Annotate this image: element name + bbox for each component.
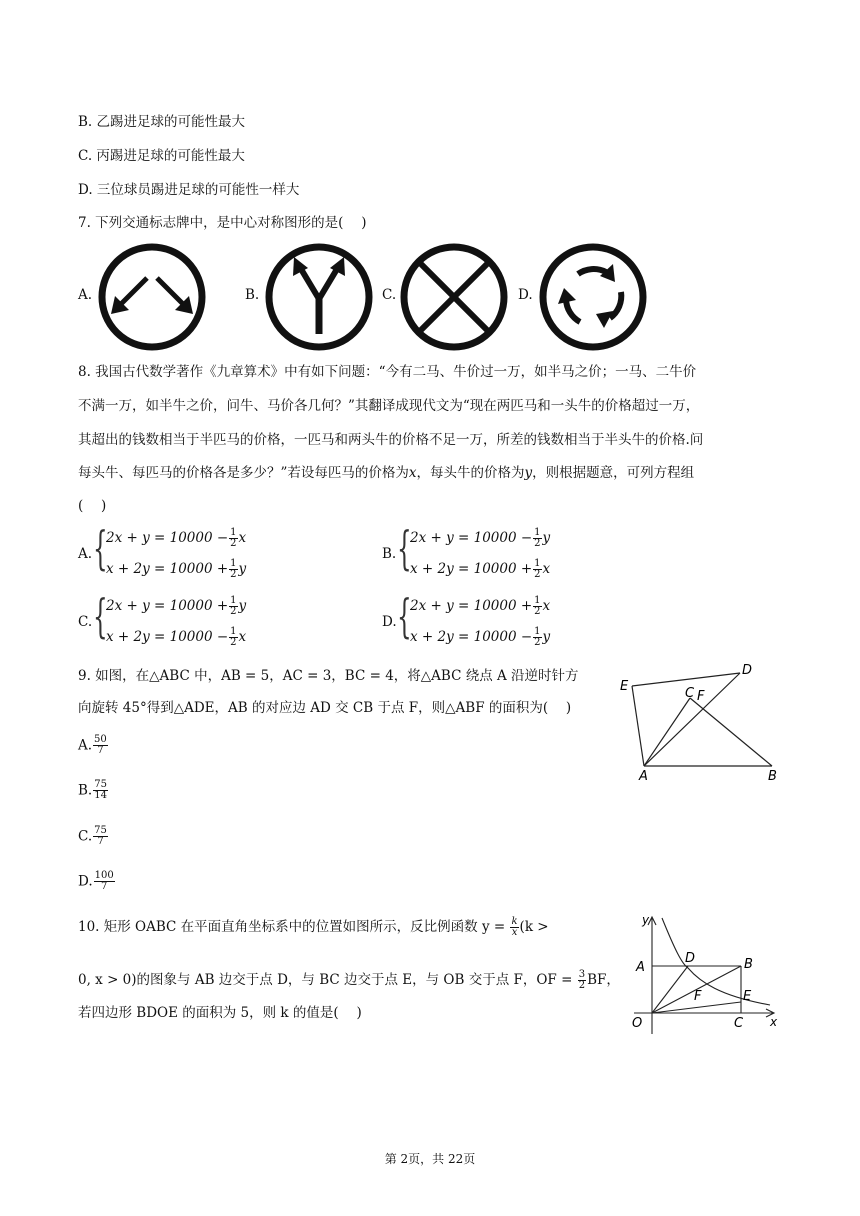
no-entry-cross-sign-icon [398,242,510,352]
brace: { [93,521,108,575]
q7-stem: 7. 下列交通标志牌中，是中心对称图形的是( ) [78,215,367,231]
fig10-label-c: C [734,1016,744,1031]
fig10-label-e: E [743,989,752,1004]
q8-line-4: 每头牛、每匹马的价格各是多少？”若设每匹马的价格为x，每头牛的价格为y，则根据题意，可列方程组 [78,465,695,481]
q8-line-5: ( ) [78,498,107,514]
q6-option-b: B. 乙踢进足球的可能性最大 [78,114,246,130]
q6-option-d: D. 三位球员踢进足球的可能性一样大 [78,182,300,198]
q7-label-b: B. [245,287,260,303]
q7-label-a: A. [78,287,93,303]
q8-line-3: 其超出的钱数相当于半匹马的价格，一匹马和两头牛的价格不足一万，所差的钱数相当于半头牛的价格.问 [78,432,704,448]
fig9-label-e: E [620,679,629,694]
q7-label-c: C. [382,287,397,303]
var-x: x [408,465,417,481]
equation-1: 2x + y = 10000 + $\frac{1}{2}$ x [410,595,551,617]
fig9-label-a: A [639,769,648,784]
option-label: C. [78,614,93,630]
option-label: B. [382,546,397,562]
equation-1: 2x + y = 10000 − $\frac{1}{2}$ x [106,527,247,549]
fork-road-sign-icon [263,242,375,352]
q10-line-1: 10. 矩形 OABC 在平面直角坐标系中的位置如图所示，反比例函数 y = $\frac{k}{x}$ (k > [78,916,549,938]
fig10-label-a: A [636,960,645,975]
q9-line-2: 向旋转 45°得到△ADE，AB 的对应边 AD 交 CB 于点 F，则△ABF 的面积为( ) [78,700,572,716]
q9-option: A. $\frac{50}{7}$ [78,734,107,756]
q10-line-3: 若四边形 BDOE 的面积为 5，则 k 的值是( ) [78,1005,362,1021]
q7-label-d: D. [518,287,533,303]
diverging-arrows-sign-icon [95,242,209,352]
brace: { [93,589,108,643]
q10-line-2: 0, x > 0)的图象与 AB 边交于点 D，与 BC 边交于点 E，与 OB 交于点 F，OF = $\frac{3}{2}$ BF， [78,969,620,991]
fig10-label-f: F [694,989,702,1004]
fig10-label-o: O [632,1016,643,1031]
fig10-label-x: x [770,1015,778,1029]
q9-triangle-figure [612,660,790,785]
q10-coordinate-figure [620,910,788,1040]
q9-option: B. $\frac{75}{14}$ [78,779,107,801]
q9-line-1: 9. 如图，在△ABC 中，AB = 5，AC = 3，BC = 4，将△ABC 绕点 A 沿逆时针方 [78,668,579,684]
fig10-label-y: y [642,913,650,927]
equation-2: x + 2y = 10000 + $\frac{1}{2}$ y [106,558,247,580]
fig9-label-d: D [742,663,753,678]
brace: { [397,589,412,643]
fig9-label-c: C [685,686,695,701]
roundabout-sign-icon [536,242,650,352]
fig9-label-b: B [768,769,777,784]
option-label: A. [78,546,93,562]
equation-2: x + 2y = 10000 − $\frac{1}{2}$ x [106,626,247,648]
var-y: y [524,465,533,481]
equation-2: x + 2y = 10000 − $\frac{1}{2}$ y [410,626,551,648]
fig9-label-f: F [697,689,705,704]
fig10-label-b: B [744,957,753,972]
q9-option: C. $\frac{75}{7}$ [78,825,107,847]
equation-1: 2x + y = 10000 − $\frac{1}{2}$ y [410,527,551,549]
page-footer: 第 2页，共 22页 [384,1152,476,1166]
q9-option: D. $\frac{100}{7}$ [78,870,114,892]
q8-line-1: 8. 我国古代数学著作《九章算术》中有如下问题：“今有二马、牛价过一万，如半马之价；一马、二牛价 [78,364,697,380]
equation-2: x + 2y = 10000 + $\frac{1}{2}$ x [410,558,551,580]
option-label: D. [382,614,397,630]
q8-line-2: 不满一万，如半牛之价，问牛、马价各几何？”其翻译成现代文为“现在两匹马和一头牛的价格超过一万， [78,398,700,414]
equation-1: 2x + y = 10000 + $\frac{1}{2}$ y [106,595,247,617]
q6-option-c: C. 丙踢进足球的可能性最大 [78,148,245,164]
fig10-label-d: D [685,951,696,966]
brace: { [397,521,412,575]
